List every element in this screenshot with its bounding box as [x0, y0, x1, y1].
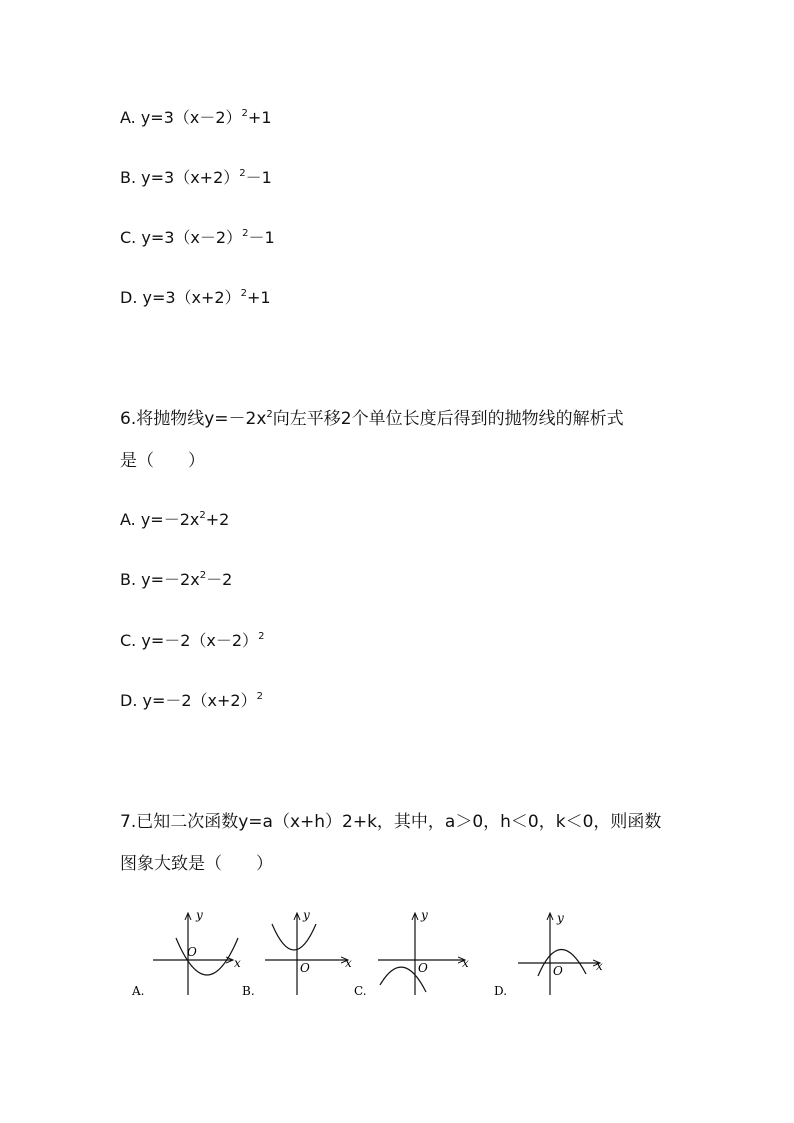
q7-question-line2: 图象大致是（ ）: [120, 854, 273, 874]
q6-question-exponent: 2: [266, 409, 273, 420]
q5-option-d-text: D. y=3（x+2）: [120, 288, 241, 307]
q5-option-c-tail: －1: [248, 228, 275, 247]
q6-question-line1: [120, 409, 680, 429]
q7-graphs-figure: [120, 900, 620, 1005]
q7-graph-b-origin-label: O: [300, 961, 310, 975]
q5-option-a-exponent: 2: [241, 108, 248, 119]
q5-option-d: [120, 288, 271, 308]
q5-option-a-text: A. y=3（x－2）: [120, 108, 242, 127]
q7-question-line1: 7.已知二次函数y=a（x+h）2+k，其中，a＞0，h＜0，k＜0，则函数: [120, 812, 662, 832]
q7-graph-b-y-label: y: [303, 908, 310, 922]
q6-option-c-text: C. y=－2（x－2）: [120, 631, 259, 650]
q7-graph-a-y-label: y: [196, 908, 203, 922]
q7-graph-d-label: D.: [494, 984, 508, 998]
q6-option-a-text: A. y=－2x: [120, 510, 200, 529]
q5-option-c-exponent: 2: [242, 228, 249, 239]
q7-graph-options: [120, 900, 620, 1005]
q5-option-c-text: C. y=3（x－2）: [120, 228, 243, 247]
q7-graph-a-origin-label: O: [187, 945, 197, 959]
q7-graph-d-x-label: x: [596, 959, 603, 973]
q5-option-b-exponent: 2: [239, 168, 246, 179]
q7-graph-a-label: A.: [132, 984, 145, 998]
q6-option-c: [120, 631, 264, 651]
q7-graph-c-y-label: y: [421, 908, 428, 922]
q5-option-a: [120, 108, 272, 128]
q6-question-line2: 是（ ）: [120, 451, 205, 471]
q6-option-b-exponent: 2: [199, 570, 207, 581]
q7-graph-b: [242, 908, 352, 998]
q7-graph-b-parabola: [272, 924, 316, 950]
q6-option-a-tail: +2: [205, 510, 230, 529]
q6-option-d-text: D. y=－2（x+2）: [120, 691, 257, 710]
q7-graph-a: [131, 908, 241, 998]
q7-graph-c: [354, 908, 469, 998]
q6-question-tail: 向左平移2个单位长度后得到的抛物线的解析式: [272, 409, 624, 429]
q6-option-b-tail: －2: [206, 570, 233, 589]
q6-option-a: [120, 510, 229, 530]
q5-option-b: [120, 168, 272, 188]
q5-option-c: [120, 228, 275, 248]
q6-option-c-exponent: 2: [258, 631, 265, 642]
q6-option-a-exponent: 2: [199, 510, 206, 521]
q7-graph-a-parabola: [176, 938, 238, 975]
q7-graph-a-x-label: x: [234, 956, 241, 970]
q6-option-b: [120, 570, 232, 590]
q5-option-b-tail: －1: [245, 168, 272, 187]
q7-graph-c-x-label: x: [462, 956, 469, 970]
q5-option-d-exponent: 2: [240, 288, 247, 299]
q7-graph-d: [494, 911, 603, 998]
q5-option-a-tail: +1: [247, 108, 272, 127]
q5-option-b-text: B. y=3（x+2）: [120, 168, 240, 187]
q5-option-d-tail: +1: [246, 288, 271, 307]
q6-question-head: 6.将抛物线y=－2x: [120, 409, 267, 429]
q7-graph-b-x-label: x: [345, 956, 352, 970]
q6-option-d-exponent: 2: [256, 691, 263, 702]
q7-graph-c-label: C.: [354, 984, 367, 998]
q6-option-b-text: B. y=－2x: [120, 570, 200, 589]
q7-graph-d-y-label: y: [557, 911, 564, 925]
q7-graph-b-label: B.: [242, 984, 255, 998]
q7-graph-d-origin-label: O: [553, 964, 563, 978]
q7-graph-c-origin-label: O: [418, 961, 428, 975]
q6-option-d: [120, 691, 263, 711]
